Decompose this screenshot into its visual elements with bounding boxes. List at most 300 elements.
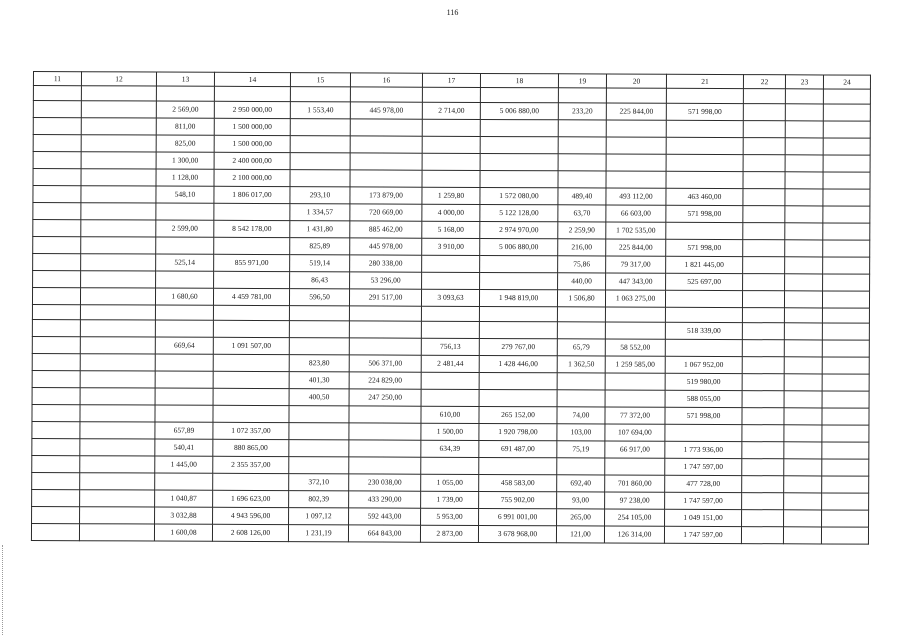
table-cell: 1 696 623,00 <box>213 490 289 507</box>
table-cell <box>480 272 558 289</box>
table-cell <box>557 307 605 322</box>
table-cell: 3 093,63 <box>421 289 479 306</box>
table-cell: 93,00 <box>557 492 605 509</box>
table-cell <box>784 510 822 527</box>
table-cell <box>213 354 289 371</box>
table-cell <box>32 336 80 353</box>
table-cell: 3 678 968,00 <box>478 525 556 542</box>
table-cell <box>743 155 785 172</box>
table-cell <box>350 170 422 187</box>
table-cell <box>666 88 743 103</box>
table-cell: 1 334,57 <box>290 204 350 221</box>
table-cell <box>81 203 156 220</box>
table-cell: 1 072 357,00 <box>213 422 289 439</box>
table-cell: 5 122 128,00 <box>480 204 558 221</box>
table-cell <box>742 391 784 408</box>
table-cell: 1 259,80 <box>422 187 480 204</box>
table-cell <box>785 257 823 274</box>
table-cell: 66 917,00 <box>605 441 665 458</box>
table-cell: 720 669,00 <box>350 204 422 221</box>
table-cell: 2 714,00 <box>422 102 480 119</box>
table-cell <box>349 306 421 321</box>
table-cell <box>289 440 349 457</box>
table-cell: 4 000,00 <box>422 204 480 221</box>
table-cell: 230 038,00 <box>349 474 421 491</box>
table-cell: 400,50 <box>289 389 349 406</box>
table-cell: 756,13 <box>421 338 479 355</box>
table-cell: 525 697,00 <box>666 273 743 290</box>
table-cell <box>665 424 742 441</box>
table-cell: 445 978,00 <box>350 238 422 255</box>
table-cell: 519,14 <box>290 255 350 272</box>
table-cell <box>743 121 785 138</box>
table-cell <box>822 391 869 408</box>
table-cell <box>33 203 81 220</box>
table-cell <box>784 357 822 374</box>
table-cell <box>81 152 156 169</box>
table-cell <box>213 305 289 320</box>
table-cell: 372,10 <box>289 474 349 491</box>
table-cell <box>213 473 289 490</box>
table-cell <box>823 121 870 138</box>
table-cell <box>665 307 742 322</box>
table-cell <box>743 138 785 155</box>
table-cell <box>785 121 823 138</box>
table-cell <box>80 354 155 371</box>
table-cell <box>606 171 666 188</box>
table-cell <box>156 86 214 101</box>
table-cell <box>557 373 605 390</box>
table-cell <box>80 288 155 305</box>
table-cell <box>155 388 213 405</box>
table-cell <box>558 154 606 171</box>
table-cell <box>823 104 870 121</box>
table-cell: 3 910,00 <box>422 238 480 255</box>
table-cell: 2 355 357,00 <box>213 456 289 473</box>
table-cell <box>742 459 784 476</box>
column-header: 24 <box>823 75 870 89</box>
table-cell <box>155 354 213 371</box>
table-cell <box>79 524 154 541</box>
table-cell <box>822 510 869 527</box>
table-cell <box>156 271 214 288</box>
table-cell: 493 112,00 <box>606 188 666 205</box>
table-cell <box>81 254 156 271</box>
table-cell <box>480 170 558 187</box>
table-cell: 401,30 <box>289 372 349 389</box>
table-cell: 433 290,00 <box>349 491 421 508</box>
table-cell <box>213 371 289 388</box>
table-cell <box>742 323 784 340</box>
table-cell: 1 500 000,00 <box>214 135 290 152</box>
table-cell <box>80 507 155 524</box>
table-cell <box>783 527 821 544</box>
table-cell <box>80 439 155 456</box>
table-cell <box>32 455 80 472</box>
table-cell: 2 481,44 <box>421 355 479 372</box>
table-cell: 53 296,00 <box>350 272 422 289</box>
table-cell <box>822 308 869 323</box>
table-cell <box>822 340 869 357</box>
table-cell <box>33 220 81 237</box>
table-cell <box>290 153 350 170</box>
table-cell <box>349 321 421 338</box>
table-cell <box>33 118 81 135</box>
table-cell <box>289 321 349 338</box>
table-cell: 216,00 <box>558 239 606 256</box>
table-cell <box>155 320 213 337</box>
table-cell <box>823 189 870 206</box>
table-cell <box>350 119 422 136</box>
table-cell: 5 006 880,00 <box>480 102 558 119</box>
table-cell <box>422 87 480 102</box>
table-cell <box>213 388 289 405</box>
column-header: 22 <box>743 75 785 89</box>
table-cell: 2 599,00 <box>156 220 214 237</box>
table-cell <box>32 319 80 336</box>
table-cell <box>558 88 606 103</box>
table-cell: 1 063 275,00 <box>605 290 665 307</box>
table-cell <box>822 357 869 374</box>
table-cell <box>155 305 213 320</box>
table-cell: 571 998,00 <box>666 205 743 222</box>
table-cell: 519 980,00 <box>665 373 742 390</box>
table-cell: 1 739,00 <box>421 491 479 508</box>
table-cell: 592 443,00 <box>349 508 421 525</box>
table-cell: 5 168,00 <box>422 221 480 238</box>
table-cell: 691 487,00 <box>479 440 557 457</box>
table-cell: 802,39 <box>289 491 349 508</box>
table-cell <box>743 274 785 291</box>
table-row <box>31 523 868 544</box>
table-cell <box>289 423 349 440</box>
table-cell <box>742 476 784 493</box>
column-header: 15 <box>290 73 350 87</box>
table-cell: 8 542 178,00 <box>214 220 290 237</box>
table-cell: 1 553,40 <box>290 102 350 119</box>
table-cell: 1 231,19 <box>288 525 348 542</box>
table-cell: 4 943 596,00 <box>213 507 289 524</box>
table-cell <box>558 120 606 137</box>
table-cell <box>785 206 823 223</box>
table-cell: 825,89 <box>290 238 350 255</box>
table-cell: 173 879,00 <box>350 187 422 204</box>
table-cell: 254 105,00 <box>605 509 665 526</box>
page-number: 116 <box>446 8 459 17</box>
table-cell: 489,40 <box>558 188 606 205</box>
table-cell: 63,70 <box>558 205 606 222</box>
table-cell <box>80 405 155 422</box>
table-cell <box>479 457 557 474</box>
table-cell <box>785 274 823 291</box>
table-cell: 233,20 <box>558 103 606 120</box>
table-cell <box>784 323 822 340</box>
table-cell: 880 865,00 <box>213 439 289 456</box>
table-cell <box>480 119 558 136</box>
table-cell <box>823 138 870 155</box>
table-cell <box>32 370 80 387</box>
table-cell <box>822 442 869 459</box>
table-cell <box>350 153 422 170</box>
table-cell <box>823 274 870 291</box>
table-cell <box>422 153 480 170</box>
column-header: 12 <box>81 72 156 86</box>
table-cell <box>606 120 666 137</box>
table-cell <box>290 87 350 102</box>
table-cell <box>349 457 421 474</box>
table-cell <box>605 458 665 475</box>
table-cell <box>785 138 823 155</box>
table-cell: 1 747 597,00 <box>664 526 741 543</box>
table-cell: 692,40 <box>557 475 605 492</box>
column-header: 13 <box>156 72 214 86</box>
column-header: 21 <box>666 74 743 88</box>
table-cell <box>32 353 80 370</box>
table-cell <box>80 371 155 388</box>
table-cell <box>606 154 666 171</box>
table-cell <box>784 476 822 493</box>
table-cell: 1 500,00 <box>421 423 479 440</box>
table-cell: 279 767,00 <box>479 338 557 355</box>
table-cell <box>32 288 80 305</box>
table-cell <box>156 237 214 254</box>
table-cell: 2 950 000,00 <box>214 101 290 118</box>
table-cell: 1 680,60 <box>155 288 213 305</box>
table-cell: 855 971,00 <box>214 254 290 271</box>
table-cell: 1 821 445,00 <box>666 256 743 273</box>
table-cell: 1 920 798,00 <box>479 423 557 440</box>
table-cell <box>784 493 822 510</box>
table-cell <box>422 170 480 187</box>
table-cell: 86,43 <box>290 272 350 289</box>
table-cell <box>742 425 784 442</box>
table-cell <box>479 372 557 389</box>
table-cell <box>156 203 214 220</box>
table-cell <box>32 404 80 421</box>
table-cell <box>479 306 557 321</box>
table-cell <box>785 223 823 240</box>
table-cell: 1 600,08 <box>154 524 212 541</box>
table-cell: 97 238,00 <box>605 492 665 509</box>
table-cell: 1 049 151,00 <box>665 509 742 526</box>
table-cell: 825,00 <box>156 135 214 152</box>
table-cell: 463 460,00 <box>666 188 743 205</box>
table-cell: 1 300,00 <box>156 152 214 169</box>
table-cell <box>742 408 784 425</box>
table-cell <box>33 169 81 186</box>
column-header: 11 <box>33 72 81 86</box>
table-cell: 458 583,00 <box>479 474 557 491</box>
data-table <box>31 71 871 545</box>
table-cell <box>784 425 822 442</box>
table-cell <box>785 104 823 121</box>
table-cell <box>32 421 80 438</box>
table-cell: 5 953,00 <box>421 508 479 525</box>
table-cell <box>605 390 665 407</box>
table-cell: 1 067 952,00 <box>665 356 742 373</box>
table-cell: 1 097,12 <box>289 508 349 525</box>
table-cell <box>785 155 823 172</box>
table-cell: 701 860,00 <box>605 475 665 492</box>
table-cell <box>32 438 80 455</box>
table-cell <box>81 186 156 203</box>
table-cell: 225 844,00 <box>606 239 666 256</box>
table-cell: 1 445,00 <box>155 456 213 473</box>
table-cell <box>32 387 80 404</box>
table-cell <box>822 459 869 476</box>
table-cell <box>742 340 784 357</box>
table-cell: 1 428 446,00 <box>479 355 557 372</box>
table-cell: 664 843,00 <box>348 525 420 542</box>
table-cell <box>823 240 870 257</box>
table-cell: 596,50 <box>289 289 349 306</box>
table-cell: 1 091 507,00 <box>213 337 289 354</box>
table-cell: 74,00 <box>557 407 605 424</box>
column-header: 19 <box>558 74 606 88</box>
table-cell: 291 517,00 <box>349 289 421 306</box>
table-cell <box>558 137 606 154</box>
table-cell: 1 747 597,00 <box>665 492 742 509</box>
table-cell <box>350 136 422 153</box>
table-cell: 518 339,00 <box>665 322 742 339</box>
table-cell: 79 317,00 <box>606 256 666 273</box>
table-cell: 525,14 <box>156 254 214 271</box>
table-cell: 1 362,50 <box>557 356 605 373</box>
table-cell <box>32 472 80 489</box>
table-cell <box>81 271 156 288</box>
table-cell <box>80 490 155 507</box>
table-cell <box>80 456 155 473</box>
table-cell: 2 400 000,00 <box>214 152 290 169</box>
table-cell <box>350 87 422 102</box>
table-cell <box>557 458 605 475</box>
table-cell <box>784 308 822 323</box>
column-header: 16 <box>350 73 422 87</box>
table-cell <box>743 257 785 274</box>
table-cell <box>214 271 290 288</box>
table-cell: 1 948 819,00 <box>479 289 557 306</box>
table-cell <box>213 405 289 422</box>
table-cell <box>666 120 743 137</box>
table-cell <box>606 88 666 103</box>
table-cell: 265 152,00 <box>479 406 557 423</box>
table-cell <box>289 457 349 474</box>
table-cell: 2 974 970,00 <box>480 221 558 238</box>
table-cell <box>742 291 784 308</box>
table-cell: 823,80 <box>289 355 349 372</box>
table-cell <box>81 169 156 186</box>
table-cell <box>155 405 213 422</box>
table-cell <box>421 372 479 389</box>
table-cell <box>80 337 155 354</box>
table-cell <box>823 89 870 104</box>
table-cell: 2 100 000,00 <box>214 169 290 186</box>
table-cell: 293,10 <box>290 187 350 204</box>
table-cell <box>823 206 870 223</box>
table-cell <box>422 136 480 153</box>
table-cell <box>81 86 156 101</box>
table-cell <box>33 152 81 169</box>
table-cell: 571 998,00 <box>666 239 743 256</box>
table-cell <box>31 523 79 540</box>
table-cell <box>785 89 823 104</box>
table-cell: 65,79 <box>557 339 605 356</box>
table-cell <box>743 206 785 223</box>
table-cell <box>290 119 350 136</box>
table-cell <box>742 510 784 527</box>
table-cell <box>823 155 870 172</box>
table-cell <box>666 222 743 239</box>
table-cell <box>422 272 480 289</box>
table-cell <box>289 306 349 321</box>
table-cell: 885 462,00 <box>350 221 422 238</box>
table-cell: 445 978,00 <box>350 102 422 119</box>
table-cell <box>80 320 155 337</box>
table-cell <box>32 304 80 319</box>
table-cell <box>480 136 558 153</box>
table-cell: 2 608 126,00 <box>212 524 288 541</box>
table-cell <box>606 137 666 154</box>
table-cell <box>33 271 81 288</box>
table-cell <box>822 408 869 425</box>
table-cell <box>81 237 156 254</box>
table-cell <box>822 493 869 510</box>
table-cell <box>479 389 557 406</box>
table-cell: 121,00 <box>556 526 604 543</box>
table-cell: 103,00 <box>557 424 605 441</box>
table-cell <box>349 423 421 440</box>
table-cell <box>479 321 557 338</box>
table-cell: 755 902,00 <box>479 491 557 508</box>
table-cell <box>743 89 785 104</box>
table-cell <box>290 136 350 153</box>
table-cell <box>480 153 558 170</box>
table-cell <box>289 406 349 423</box>
table-cell: 5 006 880,00 <box>480 238 558 255</box>
table-cell <box>784 374 822 391</box>
table-cell: 571 998,00 <box>666 103 743 120</box>
table-cell <box>823 172 870 189</box>
column-header: 14 <box>214 72 290 86</box>
table-cell: 1 572 080,00 <box>480 187 558 204</box>
table-cell <box>558 171 606 188</box>
table-cell <box>784 442 822 459</box>
table-cell <box>480 255 558 272</box>
scan-margin-mark <box>2 545 4 635</box>
table-cell: 571 998,00 <box>665 407 742 424</box>
table-cell <box>742 374 784 391</box>
table-cell: 2 259,90 <box>558 222 606 239</box>
table-cell: 1 055,00 <box>421 474 479 491</box>
table-cell <box>33 237 81 254</box>
table-cell: 540,41 <box>155 439 213 456</box>
table-cell: 1 806 017,00 <box>214 186 290 203</box>
table-cell <box>742 493 784 510</box>
table-cell <box>33 101 81 118</box>
column-header: 20 <box>606 74 666 88</box>
table-cell <box>822 425 869 442</box>
table-cell: 669,64 <box>155 337 213 354</box>
table-cell: 66 603,00 <box>606 205 666 222</box>
table-cell <box>290 170 350 187</box>
table-cell <box>214 203 290 220</box>
table-cell <box>665 290 742 307</box>
table-cell: 634,39 <box>421 440 479 457</box>
table-cell: 1 500 000,00 <box>214 118 290 135</box>
table-cell: 1 040,87 <box>155 490 213 507</box>
table-cell <box>743 223 785 240</box>
table-cell: 1 431,80 <box>290 221 350 238</box>
